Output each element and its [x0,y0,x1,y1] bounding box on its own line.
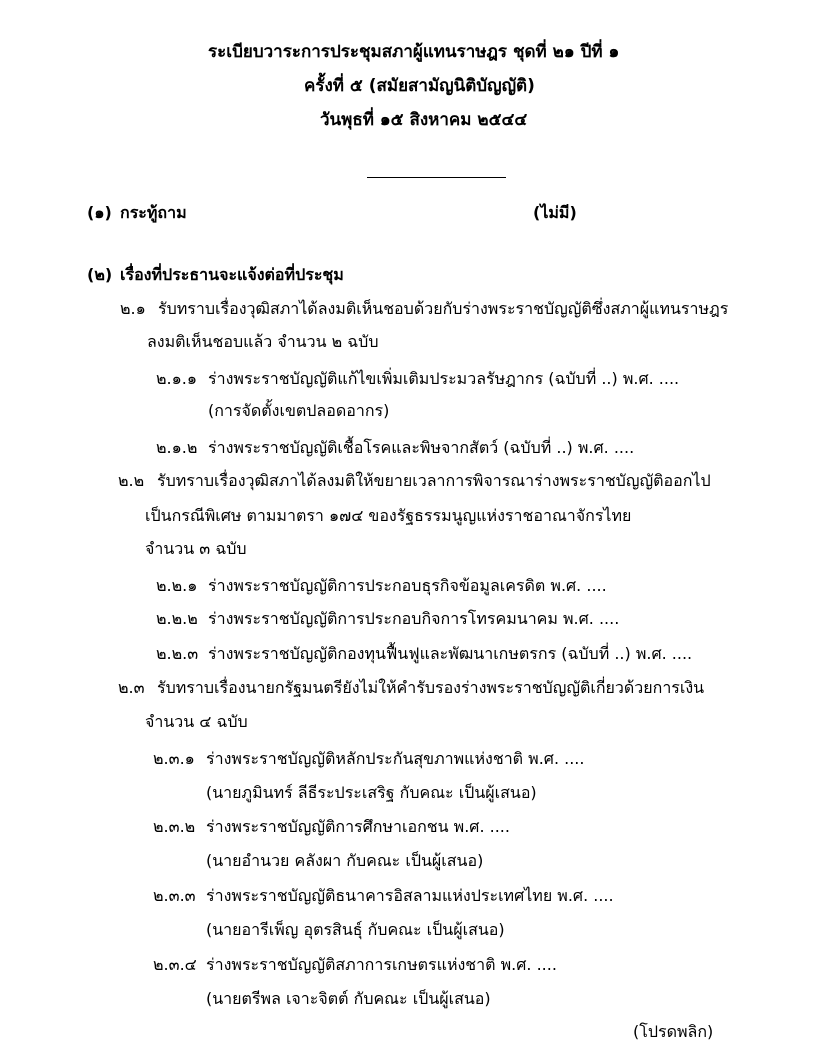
item-2-3-1-number: ๒.๓.๑ [153,749,195,768]
section-1-status: (ไม่มี) [533,203,577,222]
section-2-title: เรื่องที่ประธานจะแจ้งต่อที่ประชุม [120,265,344,284]
item-2-3-number: ๒.๓ [118,678,145,697]
item-2-2-text: รับทราบเรื่องวุฒิสภาได้ลงมติให้ขยายเวลาการพิจารณาร่างพระราชบัญญัติออกไป [157,471,711,490]
item-2-2-2-text: ร่างพระราชบัญญัติการประกอบกิจการโทรคมนาคม พ.ศ. .... [208,609,620,628]
item-2-3-2-number: ๒.๓.๒ [153,817,196,836]
item-2-1-2-text: ร่างพระราชบัญญัติเชื้อโรคและพิษจากสัตว์ (ฉบับที่ ..) พ.ศ. .... [208,438,635,457]
item-2-3-4-number: ๒.๓.๔ [153,955,197,974]
item-2-3-4-note: (นายตรีพล เจาะจิตต์ กับคณะ เป็นผู้เสนอ) [206,989,491,1008]
item-2-2-text-cont-1: เป็นกรณีพิเศษ ตามมาตรา ๑๗๔ ของรัฐธรรมนูญแห่งราชอาณาจักรไทย [145,506,632,525]
item-2-3-3-number: ๒.๓.๓ [153,886,196,905]
item-2-1-text: รับทราบเรื่องวุฒิสภาได้ลงมติเห็นชอบด้วยกับร่างพระราชบัญญัติซึ่งสภาผู้แทนราษฎร [158,299,729,318]
item-2-3-text-cont: จำนวน ๔ ฉบับ [145,712,248,731]
item-2-2-1-text: ร่างพระราชบัญญัติการประกอบธุรกิจข้อมูลเครดิต พ.ศ. .... [208,576,607,595]
item-2-2-1-number: ๒.๒.๑ [156,576,198,595]
header-line-3: วันพุธที่ ๑๕ สิงหาคม ๒๕๔๔ [320,110,528,130]
item-2-3-4-text: ร่างพระราชบัญญัติสภาการเกษตรแห่งชาติ พ.ศ. .... [206,955,557,974]
page-turn-note: (โปรดพลิก) [633,1022,714,1041]
item-2-2-number: ๒.๒ [118,471,145,490]
item-2-2-text-cont-2: จำนวน ๓ ฉบับ [145,539,247,558]
item-2-1-2-number: ๒.๑.๒ [156,438,198,457]
section-1-title: กระทู้ถาม [120,203,187,222]
item-2-3-1-note: (นายภูมินทร์ ลีธีระประเสริฐ กับคณะ เป็นผู้เสนอ) [206,783,537,802]
item-2-1-1-note: (การจัดตั้งเขตปลอดอากร) [208,401,390,420]
item-2-2-3-number: ๒.๒.๓ [156,644,199,663]
item-2-3-2-text: ร่างพระราชบัญญัติการศึกษาเอกชน พ.ศ. .... [206,817,510,836]
item-2-3-3-text: ร่างพระราชบัญญัติธนาคารอิสลามแห่งประเทศไทย พ.ศ. .... [206,886,614,905]
item-2-3-text: รับทราบเรื่องนายกรัฐมนตรียังไม่ให้คำรับรองร่างพระราชบัญญัติเกี่ยวด้วยการเงิน [157,678,705,697]
header-line-2: ครั้งที่ ๕ (สมัยสามัญนิติบัญญัติ) [304,76,535,96]
section-2-number: (๒) [87,265,113,284]
item-2-3-1-text: ร่างพระราชบัญญัติหลักประกันสุขภาพแห่งชาติ พ.ศ. .... [206,749,585,768]
item-2-3-2-note: (นายอำนวย คลังผา กับคณะ เป็นผู้เสนอ) [206,851,484,870]
item-2-1-1-number: ๒.๑.๑ [156,369,198,388]
item-2-1-1-text: ร่างพระราชบัญญัติแก้ไขเพิ่มเติมประมวลรัษฎากร (ฉบับที่ ..) พ.ศ. .... [208,369,680,388]
header-line-1: ระเบียบวาระการประชุมสภาผู้แทนราษฎร ชุดที่ ๒๑ ปีที่ ๑ [208,42,620,62]
section-1-number: (๑) [87,203,112,222]
header-divider [367,177,506,178]
item-2-3-3-note: (นายอารีเพ็ญ อุตรสินธุ์ กับคณะ เป็นผู้เสนอ) [206,920,505,939]
item-2-1-text-cont: ลงมติเห็นชอบแล้ว จำนวน ๒ ฉบับ [147,332,379,351]
item-2-2-3-text: ร่างพระราชบัญญัติกองทุนฟื้นฟูและพัฒนาเกษตรกร (ฉบับที่ ..) พ.ศ. .... [208,644,693,663]
item-2-1-number: ๒.๑ [120,299,146,318]
item-2-2-2-number: ๒.๒.๒ [156,609,198,628]
